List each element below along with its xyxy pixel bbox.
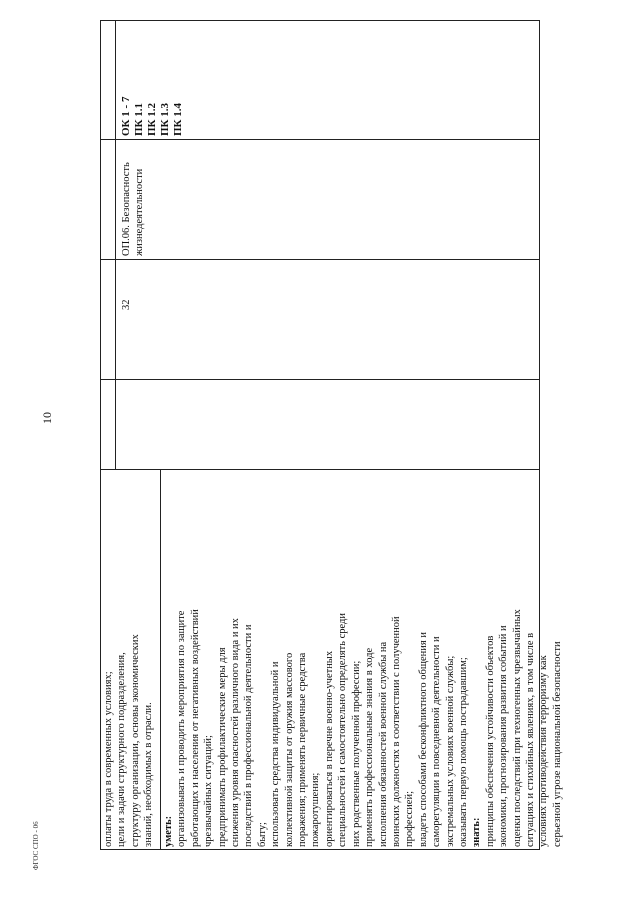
footer-code: ФГОС СПО - 06 [32,821,40,870]
text-line: оплаты труда в современных условиях; [103,671,114,847]
text-line: воинских должностях в соответствии с полученной [390,616,402,847]
text-line: организовывать и проводить мероприятия по защите [176,610,188,847]
text-line: чрезвычайных ситуаций; [203,735,215,847]
discipline-cell [120,162,147,256]
text-line: профессией; [404,791,416,847]
text-line: последствий в профессиональной деятельности и [243,624,255,847]
text-line: специальностей и самостоятельно определять среди [337,613,349,847]
text-line: них родственные полученной профессии; [350,660,362,847]
text-line: принципы обеспечения устойчивости объектов [484,635,496,847]
text-line: исполнения обязанностей военной службы на [377,641,389,847]
competency-code: ПК 1.3 [159,102,171,136]
competency-code: ОК 1 - 7 [120,96,132,136]
text-line: применять профессиональные знания в ходе [364,647,376,847]
text-line: серьезной угрозе национальной безопасности [551,641,563,847]
text-line: пожаротушения; [310,772,322,847]
row-divider-right [115,20,116,470]
competencies-cell [120,97,185,136]
competency-code: ПК 1.2 [146,102,158,136]
page-number: 10 [40,412,54,424]
text-line: экономики, прогнозирования развития событий и [498,625,510,847]
text-line: предпринимать профилактические меры для [216,647,228,847]
text-line: экстремальных условиях военной службы; [444,655,456,847]
text-line: условиях противодействия терроризму как [538,655,550,847]
discipline-name: ОП.06. Безопасность [121,162,132,256]
text-line: быту; [256,822,268,847]
text-line: цели и задачи структурного подразделения, [116,652,128,847]
text-line: владеть способами бесконфликтного общения и [417,632,429,847]
table-cell-top-text [102,634,156,847]
text-line: оценки последствий при техногенных чрезвычайных [511,609,523,847]
table-cell-main-text [162,609,564,847]
section-heading-znat: знать: [471,817,483,847]
text-line: знаний, необходимых в отрасли. [143,702,155,847]
text-line: снижения уровня опасностей различного вида и их [230,618,242,847]
text-line: работающих и населения от негативных воздействий [189,609,201,847]
discipline-name: жизнедеятельности [134,168,146,256]
text-line: саморегуляции в повседневной деятельности и [431,636,443,847]
column-divider-1 [100,469,540,470]
column-divider-2 [100,379,540,380]
text-line: использовать средства индивидуальной и [270,661,282,847]
section-heading-umet: уметь: [163,815,174,847]
text-line: структуру организации, основы экономических [129,634,141,847]
rotated-table [100,20,563,850]
text-line: ориентироваться в перечне военно-учетных [323,650,335,847]
competency-code: ПК 1.1 [133,102,145,136]
text-line: ситуациях и стихийных явлениях, в том числе в [524,632,536,847]
hours-cell: 32 [121,299,132,310]
text-line: коллективной защиты от оружия массового [283,652,295,847]
text-line: поражения; применять первичные средства [297,652,309,847]
text-line: оказывать первую помощь пострадавшим; [457,657,469,847]
row-divider [160,470,161,850]
column-divider-3 [100,259,540,260]
column-divider-4 [100,139,540,140]
competency-code: ПК 1.4 [172,102,184,136]
